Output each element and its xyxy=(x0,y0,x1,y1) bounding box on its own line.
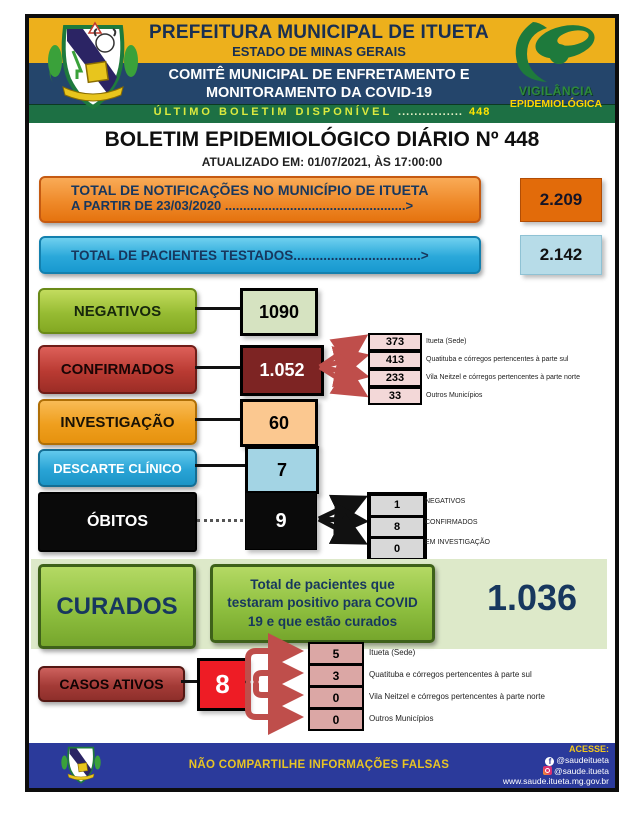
negativos-label: NEGATIVOS xyxy=(73,302,162,320)
confirmados-breakdown-label: Itueta (Sede) xyxy=(426,338,467,345)
obitos-label: ÓBITOS xyxy=(86,513,149,530)
vigilancia-line2: EPIDEMIOLÓGICA xyxy=(509,98,603,110)
negativos-value-text: 1090 xyxy=(258,301,300,322)
notifications-bar xyxy=(39,176,481,223)
ativos-breakdown-value: 3 xyxy=(332,668,340,683)
descarte-value-text: 7 xyxy=(276,459,287,480)
footer-facebook-link[interactable] xyxy=(503,755,609,766)
confirmados-breakdown-label: Quatituba e córregos pertencentes à parte sul xyxy=(426,356,569,363)
notifications-value-text: 2.209 xyxy=(539,190,583,209)
descarte-connector xyxy=(195,464,245,467)
notifications-label-line1: TOTAL DE NOTIFICAÇÕES NO MUNICÍPIO DE ITUETA xyxy=(71,182,429,198)
obitos-breakdown-label: EM INVESTIGAÇÃO xyxy=(425,539,490,546)
ativos-breakdown-value: 0 xyxy=(332,690,340,705)
instagram-icon xyxy=(543,766,552,775)
last-bulletin-dots: ................ xyxy=(398,106,463,118)
footer-instagram-link[interactable] xyxy=(503,766,609,777)
obitos-breakdown-cell xyxy=(371,518,423,537)
estado-subtitle: ESTADO DE MINAS GERAIS xyxy=(232,44,406,59)
investigacao-value-text: 60 xyxy=(268,412,290,433)
obitos-value xyxy=(245,492,317,550)
casos-ativos-label: CASOS ATIVOS xyxy=(59,676,164,692)
committee-line2: MONITORAMENTO DA COVID-19 xyxy=(205,85,433,101)
curados-value-text: 1.036 xyxy=(486,577,578,618)
ativos-breakdown-value: 5 xyxy=(332,646,340,661)
obitos-breakdown-box xyxy=(367,492,427,562)
curados-panel xyxy=(31,559,607,649)
footer-access-label: ACESSE: xyxy=(568,744,609,754)
vigilancia-swoosh-icon xyxy=(503,20,609,86)
obitos-connector xyxy=(197,519,243,522)
vigilancia-logo xyxy=(503,20,609,120)
investigacao-value xyxy=(240,399,318,447)
confirmados-label: CONFIRMADOS xyxy=(60,361,175,378)
obitos-breakdown-value: 8 xyxy=(393,521,401,533)
obitos-breakdown-value: 1 xyxy=(393,499,401,512)
obitos-breakdown-cell xyxy=(371,496,423,515)
last-bulletin-number: 448 xyxy=(469,106,491,118)
bulletin-title: BOLETIM EPIDEMIOLÓGICO DIÁRIO Nº 448 xyxy=(104,128,540,151)
negativos-value xyxy=(240,288,318,336)
obitos-value-text: 9 xyxy=(275,509,287,532)
confirmados-breakdown-value: 33 xyxy=(388,390,402,402)
footer-website-link[interactable] xyxy=(503,776,609,787)
curados-button xyxy=(38,564,196,649)
ativos-breakdown-label: Vila Neitzel e córregos pertencentes à parte norte xyxy=(369,692,545,701)
instagram-handle: @saude.itueta xyxy=(554,765,609,776)
confirmados-arrows xyxy=(318,330,368,402)
confirmados-connector xyxy=(195,366,240,369)
confirmados-breakdown-box xyxy=(368,333,422,351)
notifications-label-line2: A PARTIR DE 23/03/2020 ..................................................> xyxy=(71,198,414,213)
descarte-value xyxy=(245,446,319,494)
obitos-breakdown-label: NEGATIVOS xyxy=(425,498,466,505)
tested-value xyxy=(520,235,602,275)
footer xyxy=(29,743,615,788)
confirmados-value-text: 1.052 xyxy=(259,360,305,380)
curados-value xyxy=(459,577,605,619)
casos-ativos-arrows xyxy=(234,640,310,732)
vigilancia-line1: VIGILÂNCIA xyxy=(518,84,594,98)
ativos-breakdown-label: Itueta (Sede) xyxy=(369,648,416,657)
website-url: www.saude.itueta.mg.gov.br xyxy=(502,776,609,786)
investigacao-label: INVESTIGAÇÃO xyxy=(60,413,175,431)
curados-label: CURADOS xyxy=(56,592,178,620)
ativos-breakdown-value: 0 xyxy=(332,712,340,727)
bulletin-updated: ATUALIZADO EM: 01/07/2021, ÀS 17:00:00 xyxy=(201,155,443,169)
curados-description: Total de pacientes que testaram positivo para COVID 19 e que estão curados xyxy=(227,577,418,629)
negativos-button xyxy=(38,288,197,334)
descarte-label: DESCARTE CLÍNICO xyxy=(53,460,182,476)
confirmados-breakdown-box xyxy=(368,351,422,369)
tested-bar xyxy=(39,236,481,274)
prefeitura-title: PREFEITURA MUNICIPAL DE ITUETA xyxy=(149,22,489,43)
confirmados-breakdown-label: Vila Neitzel e córregos pertencentes à parte norte xyxy=(426,374,580,381)
ativos-breakdown-box xyxy=(308,664,364,687)
confirmados-breakdown-value: 373 xyxy=(385,336,405,348)
ativos-breakdown-box xyxy=(308,708,364,731)
confirmados-breakdown-value: 413 xyxy=(385,354,405,366)
confirmados-breakdown-box xyxy=(368,387,422,405)
confirmados-breakdown-label: Outros Municípios xyxy=(426,392,483,399)
obitos-arrows xyxy=(317,488,367,552)
ativos-breakdown-box xyxy=(308,642,364,665)
last-bulletin-label: ÚLTIMO BOLETIM DISPONÍVEL xyxy=(153,106,392,118)
obitos-breakdown-value: 0 xyxy=(393,542,401,555)
obitos-button xyxy=(38,492,197,552)
casos-ativos-value-text: 8 xyxy=(215,669,230,699)
notifications-value xyxy=(520,178,602,222)
ativos-breakdown-label: Outros Municípios xyxy=(369,714,434,723)
ativos-breakdown-label: Quatituba e córregos pertencentes à parte sul xyxy=(369,670,532,679)
ativos-breakdown-box xyxy=(308,686,364,709)
obitos-breakdown-cell xyxy=(371,539,423,558)
tested-value-text: 2.142 xyxy=(539,245,583,264)
casos-ativos-connector xyxy=(181,680,197,683)
confirmados-breakdown-value: 233 xyxy=(385,372,405,384)
curados-description-box xyxy=(210,564,435,643)
footer-coat-of-arms-icon xyxy=(59,745,103,787)
footer-links xyxy=(503,744,609,787)
descarte-button xyxy=(38,449,197,487)
coat-of-arms-icon xyxy=(43,21,143,117)
obitos-breakdown-label: CONFIRMADOS xyxy=(425,519,478,526)
confirmados-breakdown-box xyxy=(368,369,422,387)
investigacao-connector xyxy=(195,418,240,421)
casos-ativos-button xyxy=(38,666,185,702)
bulletin-frame xyxy=(25,14,619,792)
investigacao-button xyxy=(38,399,197,445)
facebook-handle: @saudeitueta xyxy=(556,754,609,765)
committee-line1: COMITÊ MUNICIPAL DE ENFRETAMENTO E xyxy=(168,67,470,83)
footer-warning: NÃO COMPARTILHE INFORMAÇÕES FALSAS xyxy=(188,759,450,771)
confirmados-button xyxy=(38,345,197,394)
negativos-connector xyxy=(195,307,240,310)
confirmados-value xyxy=(240,345,324,396)
facebook-icon: f xyxy=(545,757,554,766)
tested-label: TOTAL DE PACIENTES TESTADOS..................................> xyxy=(71,247,429,263)
